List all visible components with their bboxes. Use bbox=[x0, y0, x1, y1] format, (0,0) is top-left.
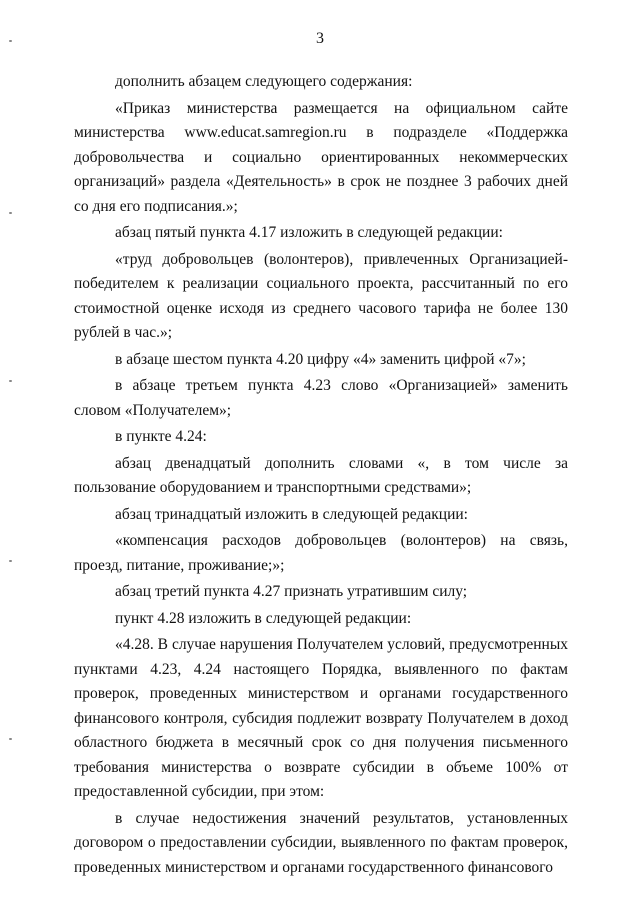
paragraph-12: пункт 4.28 изложить в следующей редакции: bbox=[115, 609, 412, 627]
paragraph-8: абзац двенадцатый дополнить словами «, в том числе за пользование оборудованием и транспортными средствами»; bbox=[74, 454, 568, 496]
paragraph-14: в случае недостижения значений результатов, установленных договором о предоставлении субсидии, выявленного по фактам проверок, проведенных министерством и органами государственного финансового bbox=[74, 809, 568, 876]
scan-mark bbox=[9, 212, 12, 214]
document-body bbox=[74, 70, 568, 882]
scan-mark bbox=[9, 380, 12, 382]
scan-mark bbox=[9, 40, 12, 42]
paragraph-1: дополнить абзацем следующего содержания: bbox=[115, 73, 413, 90]
paragraph-11: абзац третий пункта 4.27 признать утратившим силу; bbox=[115, 583, 468, 600]
paragraph-3: абзац пятый пункта 4.17 изложить в следующей редакции: bbox=[115, 224, 503, 241]
page-number: 3 bbox=[316, 30, 324, 47]
paragraph-6: в абзаце третьем пункта 4.23 слово «Организацией» заменить словом «Получателем»; bbox=[74, 377, 568, 419]
paragraph-9: абзац тринадцатый изложить в следующей редакции: bbox=[115, 505, 468, 523]
paragraph-2: «Приказ министерства размещается на официальном сайте министерства www.educat.samregion.ru в подразделе «Поддержка добровольчества и социально ориентированных некоммерческих организаций» раздела «Деятельность» в срок не позднее 3 рабочих дней со дня его подписания.»; bbox=[74, 99, 568, 215]
scan-mark bbox=[9, 738, 12, 740]
paragraph-4: «труд добровольцев (волонтеров), привлеченных Организацией-победителем к реализации социального проекта, рассчитанный по его стоимостной оценке исходя из среднего часового тарифа не более 130 рублей в час.»; bbox=[74, 250, 568, 341]
scan-mark bbox=[9, 560, 12, 562]
paragraph-13: «4.28. В случае нарушения Получателем условий, предусмотренных пунктами 4.23, 4.24 настоящего Порядка, выявленного по фактам проверок, проведенных министерством и органами государственного финансового контроля, субсидия подлежит возврату Получателем в доход областного бюджета в месячный срок со дня получения письменного требования министерства о возврате субсидии в объеме 100% от предоставленной субсидии, при этом: bbox=[74, 636, 568, 800]
paragraph-7: в пункте 4.24: bbox=[115, 428, 207, 445]
paragraph-5: в абзаце шестом пункта 4.20 цифру «4» заменить цифрой «7»; bbox=[115, 350, 526, 368]
paragraph-10: «компенсация расходов добровольцев (волонтеров) на связь, проезд, питание, проживание;»; bbox=[74, 532, 568, 574]
